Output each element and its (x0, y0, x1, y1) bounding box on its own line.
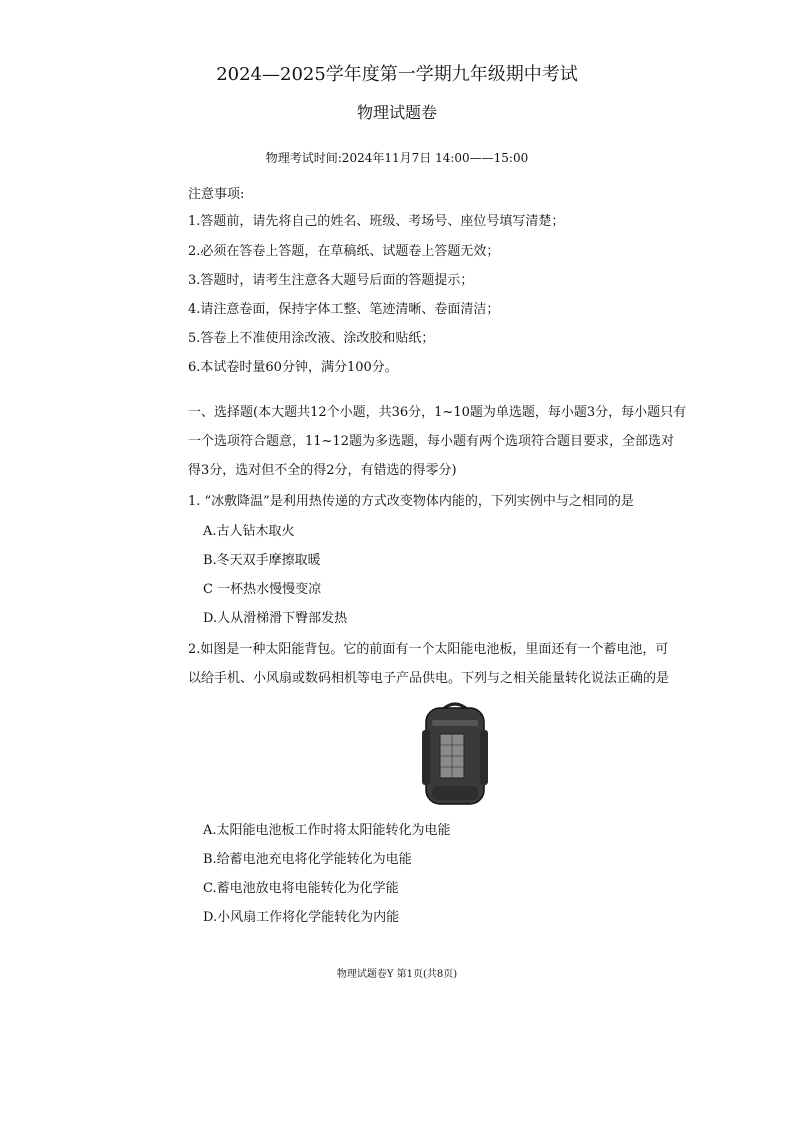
section-instructions: 一、选择题(本大题共12个小题，共36分，1~10题为单选题，每小题3分，每小题只有 (188, 405, 687, 420)
answer-option: B.给蓄电池充电将化学能转化为电能 (203, 852, 412, 867)
notice-item: 3.答题时，请考生注意各大题号后面的答题提示； (188, 273, 474, 288)
notice-item: 4.请注意卷面，保持字体工整、笔迹清晰、卷面清洁； (188, 302, 500, 317)
answer-option: B.冬天双手摩擦取暖 (203, 553, 321, 568)
answer-option: A.古人钻木取火 (203, 524, 295, 539)
answer-option: C 一杯热水慢慢变凉 (203, 582, 322, 597)
section-instructions: 一个选项符合题意，11~12题为多选题，每小题有两个选项符合题目要求，全部选对 (188, 434, 674, 449)
notice-item: 6.本试卷时量60分钟，满分100分。 (188, 360, 398, 375)
answer-option: D.小风扇工作将化学能转化为内能 (203, 910, 400, 925)
solar-backpack-image (420, 700, 490, 808)
answer-option: A.太阳能电池板工作时将太阳能转化为电能 (203, 823, 451, 838)
question-stem: 2.如图是一种太阳能背包。它的前面有一个太阳能电池板，里面还有一个蓄电池，可 (188, 642, 669, 657)
notice-item: 2.必须在答卷上答题，在草稿纸、试题卷上答题无效； (188, 244, 500, 259)
exam-title: 2024—2025学年度第一学期九年级期中考试 (216, 64, 578, 85)
question-stem: 以给手机、小风扇或数码相机等电子产品供电。下列与之相关能量转化说法正确的是 (188, 671, 670, 686)
notice-item: 1.答题前，请先将自己的姓名、班级、考场号、座位号填写清楚； (188, 214, 565, 229)
exam-time: 物理考试时间:2024年11月7日 14:00——15:00 (265, 151, 529, 165)
section-instructions: 得3分，选对但不全的得2分，有错选的得零分) (188, 463, 457, 478)
answer-option: C.蓄电池放电将电能转化为化学能 (203, 881, 399, 896)
notice-item: 5.答卷上不准使用涂改液、涂改胶和贴纸； (188, 331, 435, 346)
question-stem: 1. “冰敷降温”是利用热传递的方式改变物体内能的，下列实例中与之相同的是 (188, 494, 634, 509)
notice-heading: 注意事项: (188, 187, 245, 202)
answer-option: D.人从滑梯滑下臀部发热 (203, 611, 348, 626)
page-footer: 物理试题卷Y 第1页(共8页) (336, 969, 458, 980)
exam-subtitle: 物理试题卷 (356, 103, 437, 122)
